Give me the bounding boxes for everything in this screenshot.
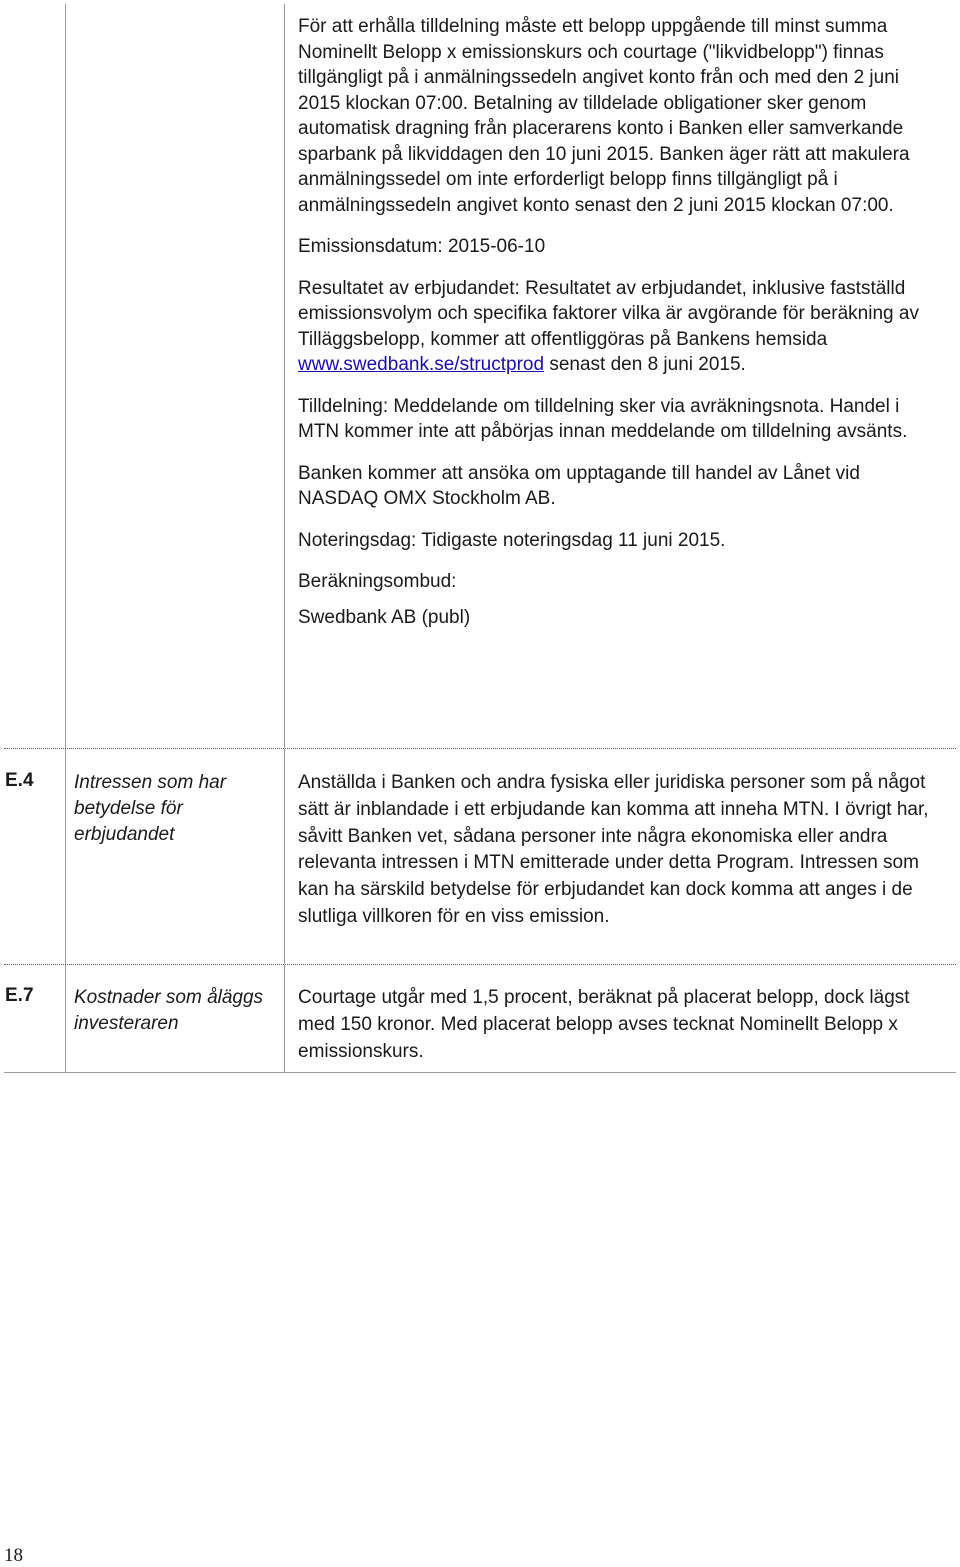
summary-table: [4, 4, 956, 1073]
row-text: Anställda i Banken och andra fysiska eller juridiska personer som på något sätt är inblandade i ett erbjudande kan komma att inneha MTN. I övrigt har, såvitt Banken vet, sådana personer inte några ekonomiska eller andra relevanta intressen i MTN emitterade under detta Program. Intressen som kan ha särskild betydelse för erbjudandet kan dock komma att anges i de slutliga villkoren för en viss emission.: [298, 772, 929, 927]
row-title: Intressen som har betydelse för erbjudandet: [66, 749, 285, 964]
row-code: E.4: [4, 749, 66, 964]
table-row-continued: [4, 4, 956, 748]
swedbank-link[interactable]: www.swedbank.se/structprod: [298, 354, 545, 375]
row-text: Courtage utgår med 1,5 procent, beräknat på placerat belopp, dock lägst med 150 kronor. Med placerat belopp avses tecknat Nominellt Belopp x emissionskurs.: [298, 987, 910, 1062]
result-text: Resultatet av erbjudandet: Resultatet av erbjudandet, inklusive fastställd emissionsvolym och specifika faktorer vilka är avgörande för beräkning av Tilläggsbelopp, kommer att offentliggöras på Bankens hemsida: [298, 277, 919, 350]
result-text-end: senast den 8 juni 2015.: [544, 354, 746, 375]
row-title: Kostnader som åläggs investeraren: [66, 965, 285, 1072]
table-row-e7: [4, 964, 956, 1073]
table-row-e4: [4, 748, 956, 964]
code-cell-empty: [4, 4, 66, 748]
result-paragraph: [298, 276, 944, 378]
listing-date: Noteringsdag: Tidigaste noteringsdag 11 juni 2015.: [298, 529, 726, 551]
agent-value: Swedbank AB (publ): [298, 606, 471, 628]
title-cell-empty: [66, 4, 285, 748]
allotment-paragraph: Tilldelning: Meddelande om tilldelning sker via avräkningsnota. Handel i MTN kommer inte att påbörjas innan meddelande om tilldelning avsänts.: [298, 395, 908, 442]
listing-paragraph: Banken kommer att ansöka om upptagande till handel av Lånet vid NASDAQ OMX Stockholm AB.: [298, 462, 860, 509]
allocation-paragraph: För att erhålla tilldelning måste ett belopp uppgående till minst summa Nominellt Belopp x emissionskurs och courtage ("likvidbelopp") finnas tillgängligt på i anmälningssedeln angivet konto från och med den 2 juni 2015 klockan 07:00. Betalning av tilldelade obligationer sker genom automatisk dragning från placerarens konto i Banken eller samverkande sparbank på likviddagen den 10 juni 2015. Banken äger rätt att makulera anmälningssedel om inte erforderligt belopp finns tillgängligt på i anmälningssedeln angivet konto senast den 2 juni 2015 klockan 07:00.: [298, 16, 910, 216]
content-cell: [285, 4, 956, 748]
agent-label: Beräkningsombud:: [298, 571, 457, 592]
issue-date: Emissionsdatum: 2015-06-10: [298, 236, 546, 257]
row-code: E.7: [4, 965, 66, 1072]
page-number: 18: [4, 1545, 23, 1566]
